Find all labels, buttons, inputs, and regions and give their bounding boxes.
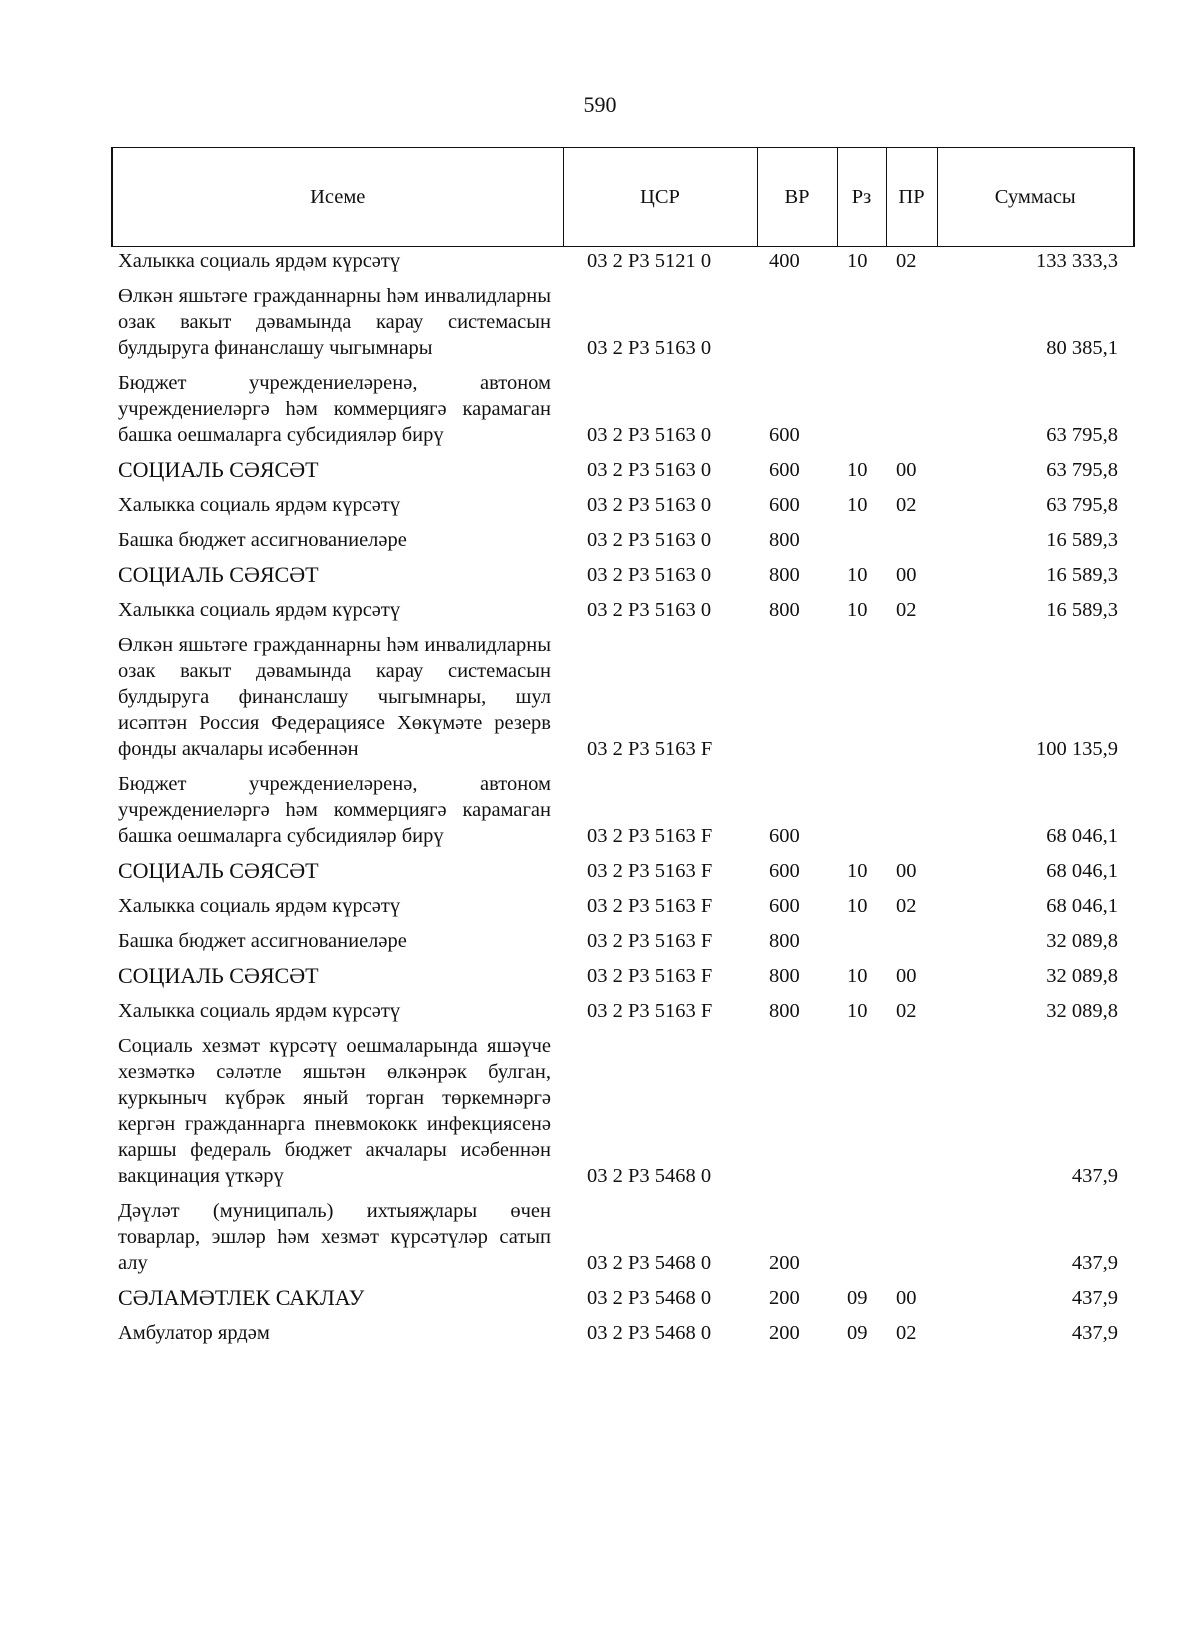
- table-row: [112, 274, 1134, 361]
- row-sum: 437,9: [1071, 1287, 1118, 1309]
- row-rz: 10: [847, 459, 868, 481]
- row-vr: 600: [769, 825, 800, 847]
- table-body: [112, 247, 1134, 1347]
- row-rz: [837, 518, 886, 553]
- row-sum: 63 795,8: [1046, 494, 1118, 516]
- row-csr: 03 2 Р3 5163 0: [587, 337, 712, 359]
- row-vr: [757, 623, 837, 762]
- row-csr: 03 2 Р3 5468 0: [587, 1252, 712, 1274]
- table-header: [112, 148, 1134, 247]
- row-pr: [886, 361, 937, 448]
- header-name: Исеме: [112, 148, 563, 247]
- row-csr: 03 2 Р3 5468 0: [587, 1287, 712, 1309]
- row-vr: [757, 1024, 837, 1189]
- row-name: СОЦИАЛЬ СӘЯСӘТ: [118, 858, 319, 883]
- table-row: [112, 762, 1134, 849]
- table-row: [112, 849, 1134, 884]
- budget-table-container: [111, 147, 1133, 1346]
- budget-table: [111, 147, 1135, 1346]
- row-name: Халыкка социаль ярдәм күрсәтү: [118, 494, 401, 516]
- row-name: Бюджет учреждениеләренә, автоном учреждениеләргә һәм коммерциягә карамаган башка оешмаларга субсидияләр бирү: [118, 773, 551, 847]
- row-rz: [837, 623, 886, 762]
- row-sum: 68 046,1: [1046, 860, 1118, 882]
- row-vr: 600: [769, 895, 800, 917]
- row-sum: 437,9: [1071, 1322, 1118, 1344]
- table-row: [112, 518, 1134, 553]
- table-row: [112, 884, 1134, 919]
- row-csr: 03 2 Р3 5163 0: [587, 564, 712, 586]
- row-vr: 200: [769, 1322, 800, 1344]
- table-row: [112, 623, 1134, 762]
- table-row: [112, 1189, 1134, 1276]
- row-rz: 10: [847, 1000, 868, 1022]
- row-rz: 09: [847, 1322, 868, 1344]
- row-csr: 03 2 Р3 5121 0: [587, 250, 712, 272]
- table-row: [112, 989, 1134, 1024]
- row-rz: [837, 274, 886, 361]
- row-name: Өлкән яшьтәге гражданнарны һәм инвалидларны озак вакыт дәвамында карау системасын булдыруга финанслашу чыгымнары, шул исәптән Россия Федерациясе Хөкүмәте резерв фонды акчалары исәбеннән: [118, 634, 551, 760]
- row-vr: 800: [769, 529, 800, 551]
- row-pr: 02: [896, 250, 917, 272]
- row-vr: 200: [769, 1287, 800, 1309]
- row-sum: 63 795,8: [1046, 424, 1118, 446]
- row-csr: 03 2 Р3 5163 0: [587, 494, 712, 516]
- row-sum: 63 795,8: [1046, 459, 1118, 481]
- row-sum: 16 589,3: [1046, 564, 1118, 586]
- row-sum: 16 589,3: [1046, 529, 1118, 551]
- row-csr: 03 2 Р3 5468 0: [587, 1165, 712, 1187]
- row-rz: [837, 361, 886, 448]
- row-vr: 600: [769, 494, 800, 516]
- row-name: СӘЛАМӘТЛЕК САКЛАУ: [118, 1285, 365, 1310]
- row-sum: 437,9: [1071, 1165, 1118, 1187]
- table-row: [112, 588, 1134, 623]
- table-row: [112, 1311, 1134, 1346]
- row-sum: 32 089,8: [1046, 1000, 1118, 1022]
- row-sum: 100 135,9: [1036, 738, 1118, 760]
- row-rz: 10: [847, 895, 868, 917]
- row-vr: 600: [769, 459, 800, 481]
- row-name: Халыкка социаль ярдәм күрсәтү: [118, 895, 401, 917]
- row-csr: 03 2 Р3 5468 0: [587, 1322, 712, 1344]
- row-csr: 03 2 Р3 5163 F: [587, 930, 713, 952]
- header-csr: ЦСР: [563, 148, 757, 247]
- row-pr: 00: [896, 1287, 917, 1309]
- row-pr: 00: [896, 459, 917, 481]
- row-csr: 03 2 Р3 5163 F: [587, 965, 713, 987]
- row-name: Халыкка социаль ярдәм күрсәтү: [118, 1000, 401, 1022]
- row-csr: 03 2 Р3 5163 0: [587, 424, 712, 446]
- row-pr: [886, 274, 937, 361]
- table-row: [112, 1024, 1134, 1189]
- row-rz: [837, 762, 886, 849]
- row-pr: [886, 1189, 937, 1276]
- row-rz: 10: [847, 965, 868, 987]
- row-pr: [886, 919, 937, 954]
- row-name: Халыкка социаль ярдәм күрсәтү: [118, 250, 401, 272]
- row-sum: 68 046,1: [1046, 825, 1118, 847]
- row-pr: 02: [896, 599, 917, 621]
- header-sum: Суммасы: [937, 148, 1134, 247]
- row-pr: 00: [896, 965, 917, 987]
- row-vr: 800: [769, 965, 800, 987]
- row-vr: [757, 274, 837, 361]
- row-sum: 32 089,8: [1046, 965, 1118, 987]
- row-vr: 800: [769, 930, 800, 952]
- table-row: [112, 919, 1134, 954]
- header-vr: ВР: [757, 148, 837, 247]
- row-rz: 10: [847, 250, 868, 272]
- table-row: [112, 361, 1134, 448]
- row-csr: 03 2 Р3 5163 0: [587, 529, 712, 551]
- row-name: Халыкка социаль ярдәм күрсәтү: [118, 599, 401, 621]
- row-vr: 600: [769, 860, 800, 882]
- row-name: Дәүләт (муниципаль) ихтыяҗлары өчен товарлар, эшләр һәм хезмәт күрсәтүләр сатып алу: [118, 1200, 551, 1274]
- row-csr: 03 2 Р3 5163 F: [587, 1000, 713, 1022]
- table-row: [112, 448, 1134, 483]
- row-pr: 02: [896, 1322, 917, 1344]
- table-row: [112, 1276, 1134, 1311]
- row-rz: 10: [847, 494, 868, 516]
- page-number: 590: [583, 92, 617, 117]
- row-vr: 800: [769, 564, 800, 586]
- table-row: [112, 483, 1134, 518]
- row-name: Башка бюджет ассигнованиеләре: [118, 529, 407, 551]
- row-csr: 03 2 Р3 5163 F: [587, 738, 713, 760]
- row-vr: 600: [769, 424, 800, 446]
- table-row: [112, 247, 1134, 275]
- row-name: СОЦИАЛЬ СӘЯСӘТ: [118, 963, 319, 988]
- row-pr: 02: [896, 1000, 917, 1022]
- row-pr: 00: [896, 564, 917, 586]
- row-csr: 03 2 Р3 5163 0: [587, 599, 712, 621]
- row-vr: 800: [769, 599, 800, 621]
- row-csr: 03 2 Р3 5163 F: [587, 860, 713, 882]
- row-name: Бюджет учреждениеләренә, автоном учреждениеләргә һәм коммерциягә карамаган башка оешмаларга субсидияләр бирү: [118, 372, 551, 446]
- row-name: Башка бюджет ассигнованиеләре: [118, 930, 407, 952]
- row-pr: [886, 762, 937, 849]
- row-csr: 03 2 Р3 5163 F: [587, 825, 713, 847]
- row-sum: 133 333,3: [1036, 250, 1118, 272]
- row-rz: 10: [847, 860, 868, 882]
- header-rz: Рз: [837, 148, 886, 247]
- row-rz: [837, 1024, 886, 1189]
- row-name: Амбулатор ярдәм: [118, 1322, 270, 1344]
- row-rz: [837, 919, 886, 954]
- table-row: [112, 553, 1134, 588]
- row-name: СОЦИАЛЬ СӘЯСӘТ: [118, 562, 319, 587]
- row-name: Өлкән яшьтәге гражданнарны һәм инвалидларны озак вакыт дәвамында карау системасын булдыруга финанслашу чыгымнары: [118, 285, 551, 359]
- row-vr: 200: [769, 1252, 800, 1274]
- row-name: Социаль хезмәт күрсәтү оешмаларында яшәүче хезмәткә сәләтле яшьтән өлкәнрәк булган, куркыныч күбрәк яный торган төркемнәргә кергән гражданнарга пневмококк инфекциясенә каршы федераль бюджет акчалары исәбеннән вакцинация үткәрү: [118, 1035, 551, 1187]
- row-pr: 02: [896, 494, 917, 516]
- header-pr: ПР: [886, 148, 937, 247]
- row-pr: 00: [896, 860, 917, 882]
- row-rz: 10: [847, 564, 868, 586]
- row-rz: 09: [847, 1287, 868, 1309]
- row-sum: 16 589,3: [1046, 599, 1118, 621]
- row-pr: [886, 1024, 937, 1189]
- row-vr: 800: [769, 1000, 800, 1022]
- row-sum: 32 089,8: [1046, 930, 1118, 952]
- row-pr: [886, 623, 937, 762]
- row-rz: [837, 1189, 886, 1276]
- row-sum: 68 046,1: [1046, 895, 1118, 917]
- row-rz: 10: [847, 599, 868, 621]
- row-vr: 400: [769, 250, 800, 272]
- row-pr: 02: [896, 895, 917, 917]
- row-sum: 80 385,1: [1046, 337, 1118, 359]
- row-pr: [886, 518, 937, 553]
- row-csr: 03 2 Р3 5163 0: [587, 459, 712, 481]
- row-sum: 437,9: [1071, 1252, 1118, 1274]
- row-name: СОЦИАЛЬ СӘЯСӘТ: [118, 457, 319, 482]
- table-row: [112, 954, 1134, 989]
- row-csr: 03 2 Р3 5163 F: [587, 895, 713, 917]
